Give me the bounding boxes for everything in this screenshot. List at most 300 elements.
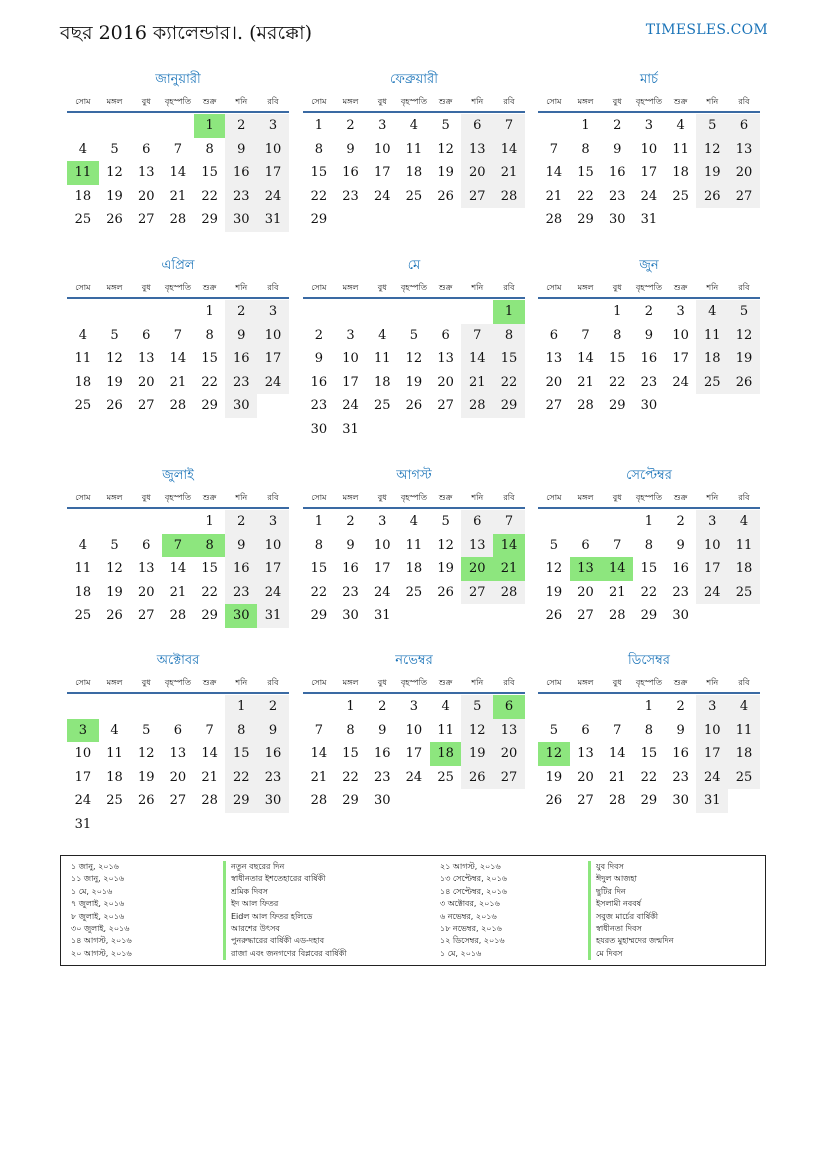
weekday-label: সোম (546, 97, 562, 106)
month-block (538, 253, 760, 418)
day-cell: 25 (672, 188, 689, 204)
day-cell: 19 (106, 584, 123, 600)
empty-day-cell (99, 300, 131, 324)
empty-day-cell (162, 510, 194, 534)
day-cell: 17 (373, 561, 391, 576)
day-cell: 2 (644, 304, 654, 319)
weekday-label: বুধ (377, 493, 387, 502)
day-cell: 29 (640, 608, 658, 623)
empty-day-cell (430, 418, 462, 442)
day-cell: 5 (461, 695, 493, 719)
holiday-name: স্বাধীনতা দিবস (588, 923, 674, 935)
day-cell: 25 (74, 398, 92, 413)
holiday-date: ১৮ নভেম্বর, ২০১৬ (440, 923, 502, 933)
weekday-label: সোম (311, 97, 327, 106)
day-cell: 20 (577, 584, 594, 600)
empty-day-cell (130, 813, 162, 837)
day-cell: 10 (257, 534, 289, 558)
day-cell: 27 (493, 766, 525, 790)
day-cell: 12 (106, 165, 123, 180)
day-cell: 31 (257, 208, 289, 232)
day-cell: 25 (106, 793, 123, 808)
day-cell: 10 (257, 324, 289, 348)
weekday-label: সোম (75, 283, 91, 292)
day-cell: 15 (225, 742, 257, 766)
day-cell: 14 (310, 746, 328, 761)
day-cell: 23 (608, 188, 626, 204)
day-cell: 1 (314, 118, 323, 133)
day-cell: 24 (405, 769, 423, 785)
day-cell: 23 (672, 769, 689, 785)
day-cell: 18 (672, 165, 689, 180)
day-cell: 15 (201, 165, 218, 180)
day-cell: 20 (577, 769, 594, 785)
week-row (67, 742, 289, 766)
day-cell: 17 (257, 161, 289, 185)
day-cell: 11 (728, 719, 760, 743)
empty-day-cell (461, 418, 493, 442)
day-cell: 2 (225, 114, 257, 138)
holiday-date: ১ জানু, ২০১৬ (71, 862, 119, 871)
day-cell: 3 (257, 510, 289, 534)
day-cell: 19 (405, 374, 423, 390)
day-cell: 9 (225, 138, 257, 162)
weekday-label: রবি (503, 678, 515, 687)
day-cell: 31 (373, 608, 391, 623)
empty-day-cell (194, 695, 226, 719)
day-cell: 6 (441, 327, 450, 343)
day-cell: 12 (405, 351, 423, 366)
day-cell: 5 (110, 537, 119, 553)
holiday-name: শ্রমিক দিবস (223, 886, 347, 898)
empty-day-cell (601, 510, 633, 534)
week-row (67, 394, 289, 418)
weekday-label: বৃহস্পতি (164, 97, 191, 106)
week-row (303, 604, 525, 628)
month-block (303, 463, 525, 628)
empty-day-cell (430, 300, 462, 324)
weekday-label: রবি (503, 493, 515, 502)
empty-day-cell (398, 604, 430, 628)
month-name: অক্টোবর (156, 653, 200, 668)
week-row (538, 324, 760, 348)
weekday-label: মঙ্গল (106, 283, 123, 292)
day-cell: 11 (405, 141, 423, 157)
empty-day-cell (398, 789, 430, 813)
weekday-label: সোম (311, 493, 327, 502)
week-row (67, 300, 289, 324)
empty-day-cell (665, 208, 697, 232)
day-cell: 12 (437, 141, 454, 157)
week-row (303, 766, 525, 790)
day-cell: 4 (728, 510, 760, 534)
weekday-label: শনি (235, 283, 248, 292)
day-cell: 2 (314, 327, 323, 343)
day-cell: 4 (728, 695, 760, 719)
empty-day-cell (601, 695, 633, 719)
holiday-day-cell: 12 (538, 742, 570, 766)
weekday-label: বুধ (377, 283, 387, 292)
day-cell: 22 (640, 584, 658, 600)
day-cell: 23 (310, 398, 328, 413)
day-cell: 18 (74, 188, 92, 204)
day-cell: 13 (577, 746, 594, 761)
day-cell: 19 (545, 584, 563, 600)
week-row (538, 347, 760, 371)
holiday-name: সবুজ মার্চের বার্ষিকী (588, 911, 674, 923)
day-cell: 7 (173, 327, 183, 343)
holiday-date: ২০ আগস্ট, ২০১৬ (71, 948, 132, 958)
weekday-header (538, 489, 760, 509)
week-row (538, 695, 760, 719)
holiday-day-cell: 11 (67, 161, 99, 185)
week-row (67, 695, 289, 719)
day-cell: 27 (461, 581, 493, 605)
week-row (538, 581, 760, 605)
day-cell: 10 (373, 141, 391, 157)
day-cell: 5 (110, 141, 119, 157)
day-cell: 4 (696, 300, 728, 324)
day-cell: 2 (676, 514, 685, 529)
empty-day-cell (335, 208, 367, 232)
weekday-label: বুধ (612, 678, 622, 687)
weekday-label: সোম (311, 678, 327, 687)
week-row (67, 347, 289, 371)
weekday-label: রবি (738, 283, 750, 292)
holiday-date: ৮ জুলাই, ২০১৬ (71, 911, 125, 921)
week-row (67, 185, 289, 209)
day-cell: 16 (310, 374, 328, 390)
empty-day-cell (493, 208, 525, 232)
month-block (67, 67, 289, 232)
day-cell: 27 (137, 212, 155, 227)
day-cell: 14 (461, 347, 493, 371)
day-cell: 27 (577, 608, 594, 623)
day-cell: 19 (437, 561, 454, 576)
day-cell: 5 (549, 537, 558, 553)
weekday-label: মঙ্গল (106, 493, 123, 502)
day-cell: 12 (437, 537, 454, 553)
weekday-label: মঙ্গল (106, 97, 123, 106)
day-cell: 5 (441, 514, 450, 529)
weekday-label: শুক্র (202, 97, 217, 106)
day-cell: 8 (314, 141, 323, 157)
day-cell: 15 (577, 165, 594, 180)
day-cell: 4 (78, 327, 87, 343)
weekday-label: বৃহস্পতি (400, 678, 427, 687)
day-cell: 19 (437, 165, 454, 180)
weekday-header (303, 93, 525, 113)
day-cell: 13 (437, 351, 454, 366)
holiday-names-column-1 (223, 861, 347, 960)
day-cell: 11 (696, 324, 728, 348)
day-cell: 28 (169, 608, 187, 623)
day-cell: 17 (74, 769, 92, 785)
empty-day-cell (570, 695, 602, 719)
holiday-dates-column-1 (71, 861, 132, 960)
day-cell: 7 (493, 114, 525, 138)
day-cell: 3 (378, 514, 387, 529)
holiday-name: ছুটির দিন (588, 886, 674, 898)
week-row (538, 208, 760, 232)
day-cell: 23 (342, 584, 359, 600)
empty-day-cell (728, 604, 760, 628)
day-cell: 17 (257, 347, 289, 371)
day-cell: 28 (310, 793, 328, 808)
day-cell: 1 (581, 118, 590, 133)
weekday-header (67, 93, 289, 113)
day-cell: 2 (613, 118, 622, 133)
empty-day-cell (398, 208, 430, 232)
weekday-label: শুক্র (673, 493, 688, 502)
day-cell: 17 (696, 742, 728, 766)
day-cell: 25 (405, 584, 423, 600)
week-row (303, 534, 525, 558)
week-row (67, 719, 289, 743)
weekday-label: বৃহস্পতি (400, 283, 427, 292)
day-cell: 5 (549, 722, 558, 738)
empty-day-cell (538, 695, 570, 719)
day-cell: 30 (672, 608, 689, 623)
day-cell: 31 (257, 604, 289, 628)
weekday-label: শুক্র (673, 678, 688, 687)
day-cell: 4 (110, 722, 119, 738)
day-cell: 5 (696, 114, 728, 138)
empty-day-cell (461, 789, 493, 813)
day-cell: 22 (201, 584, 218, 600)
day-cell: 24 (696, 581, 728, 605)
brand-link[interactable]: TIMESLES.COM (645, 22, 768, 38)
holiday-date: ২১ আগস্ট, ২০১৬ (440, 862, 501, 871)
day-cell: 27 (728, 185, 760, 209)
weekday-label: শনি (706, 97, 719, 106)
empty-day-cell (493, 789, 525, 813)
day-cell: 21 (608, 769, 626, 785)
week-row (67, 138, 289, 162)
weekday-label: শনি (235, 678, 248, 687)
day-cell: 21 (461, 371, 493, 395)
weekday-label: শনি (471, 493, 484, 502)
day-cell: 6 (142, 537, 151, 553)
month-name: জুলাই (162, 468, 194, 483)
weekday-label: বুধ (141, 678, 151, 687)
empty-day-cell (225, 813, 257, 837)
day-cell: 8 (644, 537, 654, 553)
empty-day-cell (130, 510, 162, 534)
day-cell: 16 (225, 347, 257, 371)
week-row (538, 604, 760, 628)
weekday-label: মঙ্গল (106, 678, 123, 687)
weekday-label: বুধ (612, 493, 622, 502)
day-cell: 15 (608, 351, 626, 366)
week-row (538, 557, 760, 581)
empty-day-cell (493, 604, 525, 628)
week-row (538, 534, 760, 558)
weekday-label: সোম (546, 678, 562, 687)
weekday-label: রবি (738, 493, 750, 502)
month-block (67, 648, 289, 836)
day-cell: 10 (74, 746, 92, 761)
week-row (303, 719, 525, 743)
day-cell: 10 (672, 327, 689, 343)
day-cell: 13 (545, 351, 563, 366)
day-cell: 7 (314, 722, 323, 738)
day-cell: 14 (608, 746, 626, 761)
day-cell: 12 (696, 138, 728, 162)
day-cell: 16 (672, 561, 689, 576)
day-cell: 16 (672, 746, 689, 761)
day-cell: 25 (405, 188, 423, 204)
weekday-label: বুধ (141, 493, 151, 502)
day-cell: 22 (640, 769, 658, 785)
weekday-label: সোম (546, 283, 562, 292)
empty-day-cell (570, 510, 602, 534)
day-cell: 11 (373, 351, 391, 366)
week-row (67, 557, 289, 581)
day-cell: 1 (225, 695, 257, 719)
day-cell: 31 (74, 816, 92, 832)
day-cell: 18 (74, 374, 92, 390)
empty-day-cell (67, 114, 99, 138)
day-cell: 27 (169, 793, 187, 808)
empty-day-cell (493, 418, 525, 442)
week-row (303, 208, 525, 232)
day-cell: 18 (728, 557, 760, 581)
month-block (538, 648, 760, 813)
holiday-day-cell: 7 (162, 534, 194, 558)
day-cell: 28 (461, 394, 493, 418)
day-cell: 10 (405, 722, 423, 738)
day-cell: 26 (106, 212, 123, 227)
weekday-label: রবি (267, 283, 279, 292)
day-cell: 17 (342, 374, 359, 390)
empty-day-cell (398, 418, 430, 442)
week-row (67, 510, 289, 534)
month-name: জুন (639, 258, 659, 273)
day-cell: 11 (405, 537, 423, 553)
day-cell: 8 (205, 327, 214, 343)
day-cell: 15 (640, 746, 658, 761)
day-cell: 28 (201, 793, 218, 808)
empty-day-cell (728, 208, 760, 232)
empty-day-cell (461, 604, 493, 628)
holiday-day-cell: 1 (493, 300, 525, 324)
week-row (67, 766, 289, 790)
day-cell: 5 (728, 300, 760, 324)
day-cell: 4 (409, 118, 419, 133)
day-cell: 24 (640, 188, 658, 204)
week-row (303, 300, 525, 324)
day-cell: 16 (373, 746, 391, 761)
day-cell: 12 (728, 324, 760, 348)
empty-day-cell (162, 300, 194, 324)
holiday-day-cell: 14 (601, 557, 633, 581)
day-cell: 14 (493, 138, 525, 162)
day-cell: 19 (461, 742, 493, 766)
day-cell: 1 (205, 304, 214, 319)
day-cell: 10 (696, 719, 728, 743)
holiday-day-cell: 21 (493, 557, 525, 581)
weekday-label: বুধ (612, 283, 622, 292)
empty-day-cell (570, 300, 602, 324)
holiday-day-cell: 8 (194, 534, 226, 558)
holiday-day-cell: 13 (570, 557, 602, 581)
day-cell: 24 (257, 371, 289, 395)
week-row (303, 161, 525, 185)
day-cell: 6 (549, 327, 558, 343)
holiday-date: ১ মে, ২০১৬ (440, 948, 482, 958)
weekday-label: বৃহস্পতি (635, 97, 662, 106)
day-cell: 4 (409, 514, 419, 529)
weekday-label: শনি (471, 97, 484, 106)
day-cell: 5 (142, 722, 151, 738)
weekday-label: শনি (235, 97, 248, 106)
day-cell: 5 (110, 327, 119, 343)
day-cell: 18 (106, 769, 123, 785)
holiday-names-column-2 (588, 861, 674, 960)
day-cell: 14 (169, 351, 187, 366)
weekday-label: বৃহস্পতি (164, 283, 191, 292)
weekday-header (303, 489, 525, 509)
day-cell: 23 (257, 766, 289, 790)
weekday-label: শুক্র (673, 283, 688, 292)
week-row (538, 510, 760, 534)
day-cell: 3 (257, 114, 289, 138)
day-cell: 18 (696, 347, 728, 371)
empty-day-cell (99, 114, 131, 138)
day-cell: 16 (225, 557, 257, 581)
empty-day-cell (130, 300, 162, 324)
empty-day-cell (99, 510, 131, 534)
day-cell: 6 (461, 114, 493, 138)
holiday-dates-column-2 (440, 861, 507, 960)
week-row (303, 185, 525, 209)
empty-day-cell (257, 394, 289, 418)
weekday-label: মঙ্গল (342, 283, 359, 292)
day-cell: 27 (437, 398, 454, 413)
day-cell: 8 (205, 141, 214, 157)
empty-day-cell (162, 813, 194, 837)
week-row (303, 347, 525, 371)
day-cell: 24 (257, 581, 289, 605)
day-cell: 6 (728, 114, 760, 138)
day-cell: 28 (545, 212, 563, 227)
day-cell: 24 (373, 188, 391, 204)
day-cell: 18 (405, 561, 423, 576)
day-cell: 19 (106, 188, 123, 204)
day-cell: 5 (409, 327, 419, 343)
day-cell: 30 (373, 793, 391, 808)
empty-day-cell (696, 604, 728, 628)
empty-day-cell (366, 208, 398, 232)
day-cell: 19 (137, 769, 155, 785)
day-cell: 26 (405, 398, 423, 413)
week-row (67, 534, 289, 558)
day-cell: 8 (613, 327, 622, 343)
day-cell: 1 (346, 699, 355, 714)
empty-day-cell (257, 813, 289, 837)
day-cell: 20 (137, 584, 155, 600)
day-cell: 22 (608, 374, 626, 390)
week-row (303, 742, 525, 766)
week-row (538, 300, 760, 324)
week-row (538, 138, 760, 162)
weekday-header (303, 674, 525, 694)
week-row (538, 766, 760, 790)
day-cell: 10 (373, 537, 391, 553)
week-row (303, 510, 525, 534)
day-cell: 26 (106, 608, 123, 623)
